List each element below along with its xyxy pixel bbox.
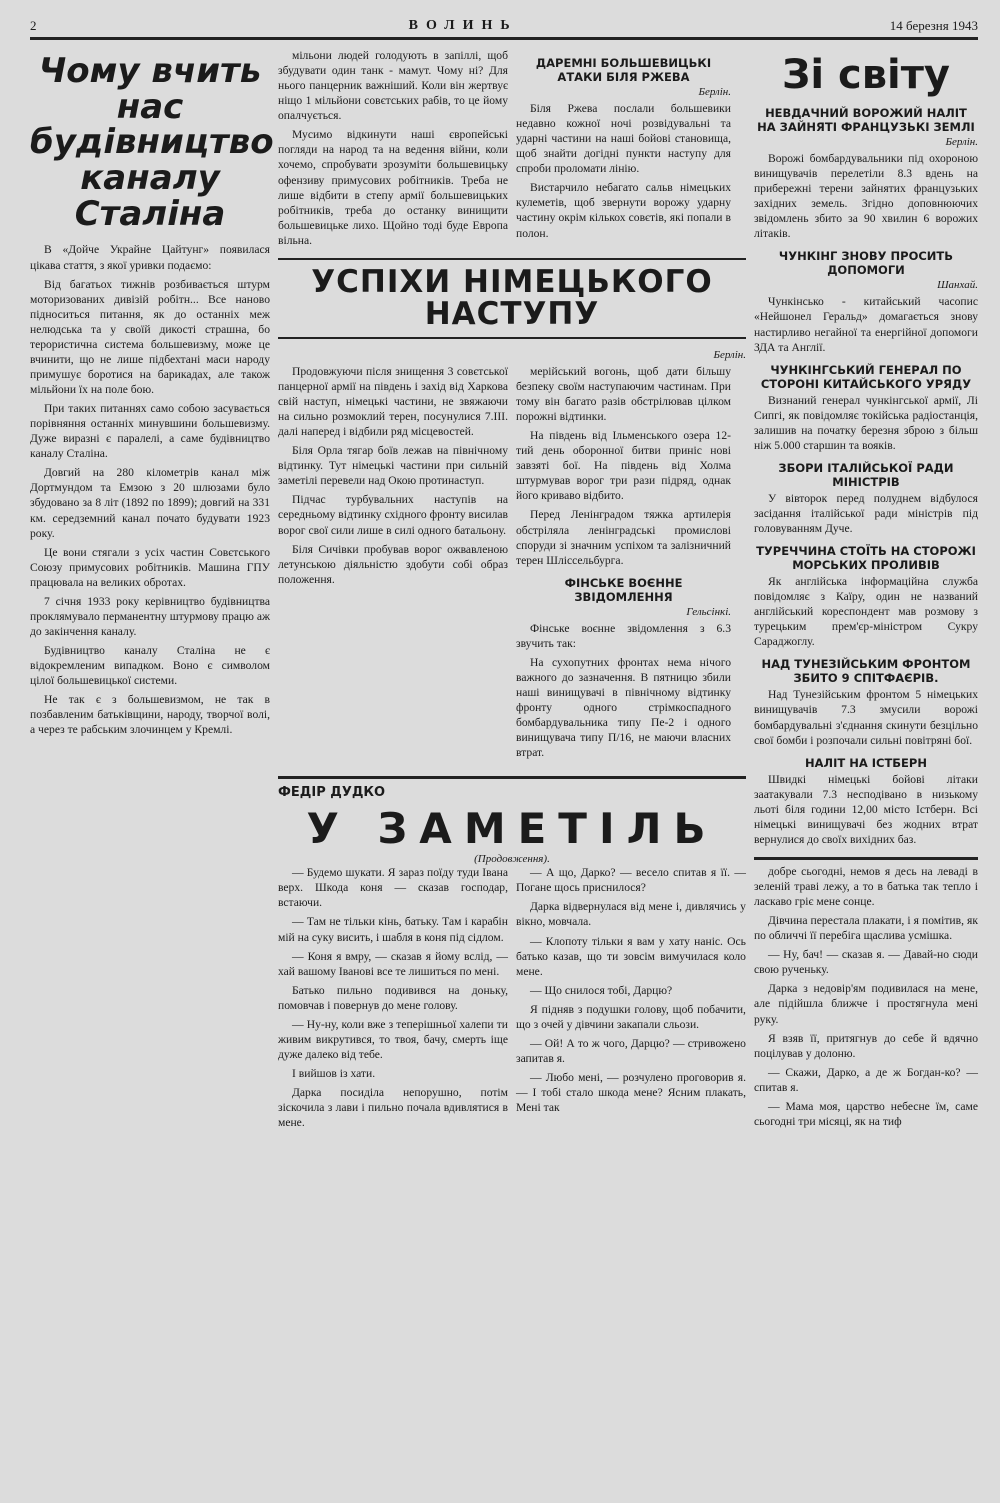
paragraph: Підчас турбувальних наступів на середньому відтинку східного фронту висилав ворог свої сили лише в силі одного батальону. <box>278 493 508 537</box>
issue-date: 14 березня 1943 <box>889 18 978 33</box>
article-offensive-title: УСПІХИ НІМЕЦЬКОГО НАСТУПУ <box>278 258 746 339</box>
article-finnish-title: ФІНСЬКЕ ВОЄННЕ ЗВІДОМЛЕННЯ <box>564 575 683 604</box>
paragraph: Біля Орла тягар боїв лежав на північному відтинку. Тут німецькі частини при сильній заметілі перевели над Окою протинаступ. <box>278 444 508 488</box>
dateline: Гельсінкі. <box>686 605 731 618</box>
paragraph: — Клопоту тільки я вам у хату наніс. Ось батько казав, що ти зовсім вимучилася коло мене. <box>515 934 746 978</box>
article-rzhev <box>516 48 731 252</box>
paragraph: Вистарчило небагато сальв німецьких кулеметів, щоб звернути ворожу ударну частину окрім кількох совєтів, які попали в полон. <box>516 181 731 240</box>
serial-column-2 <box>516 865 746 1134</box>
paragraph: мерійський вогонь, щоб дати більшу безпеку своїм наступаючим частинам. При тому він багато разів обстрілював цілком порожні відтинки. <box>516 364 731 424</box>
paragraph: Як англійська інформаційна служба повідомляє з Каїру, один не названий англійський кореспондент мав розмову з турецьким прем'єр-міністром Сукру Сараджоглу. <box>753 575 978 649</box>
article-rzhev-title: ДАРЕМНІ БОЛЬШЕВИЦЬКІ АТАКИ БІЛЯ РЖЕВА <box>535 56 712 84</box>
paragraph: Продовжуючи після знищення 3 совєтської панцерної армії на південь і захід від Харкова свій наступ, німецькі частини, не звяжаючи на сильно розмоклий терен, посунулися 7.III. далі наперед і відбили ряд місцевостей. <box>278 364 508 439</box>
paragraph: Фінське воєнне звідомлення з 6.3 звучить так: <box>516 621 731 650</box>
paragraph: У вівторок перед полуднем відбулося засідання італійської ради міністрів під головуванням Дуче. <box>753 491 978 535</box>
paragraph: І вийшов із хати. <box>292 1067 376 1081</box>
news-item <box>754 756 978 847</box>
middle-block <box>278 48 746 1348</box>
paragraph: Довгий на 280 кілометрів канал між Дортмундом та Емзою з 20 шлюзами було збудовано за 8 літ (1892 по 1899); довгий на 331 км. середземний канал почато будувати 1923 року. <box>30 466 270 540</box>
dateline: Берлін. <box>698 86 731 98</box>
paragraph: Це вони стягали з усіх частин Совєтського Союзу примусових робітників. Машина ГПУ працювала на великих обротах. <box>30 545 270 589</box>
paragraph: Дарка відвернулася від мене і, дивлячись у вікно, мовчала. <box>515 900 746 929</box>
world-news-title: Зі світу <box>781 52 950 98</box>
paragraph: — Ой! А то ж чого, Дарцю? — стривожено запитав я. <box>515 1036 746 1065</box>
paragraph: Батько пильно подивився на доньку, помовчав і повернув до мене голову. <box>278 983 508 1012</box>
paragraph: — Ну, бач! — сказав я. — Давай-но сюди свою рученьку. <box>753 948 978 977</box>
article-offensive <box>278 364 508 764</box>
paragraph: При таких питаннях само собою засувається порівняння останніх минувшини большевизму. Дуже виразні є паралелі, а саме будівництво каналу Сталіна. <box>30 402 270 461</box>
paragraph: Над Тунезійським фронтом 5 німецьких винищувачів 7.3 змусили ворожі бомбардувальні з'єднання скинути безцільно свої бомби і розпочали сильні повітряні бої. <box>753 688 978 747</box>
news-item <box>754 249 978 354</box>
paragraph: — Коня я вмру, — сказав я йому вслід, — хай вашому Іванові все те лишиться по мені. <box>278 949 508 978</box>
paragraph: В «Дойче Украйне Цайтунг» появилася цікава стаття, з якої уривки подаємо: <box>30 243 270 272</box>
news-item-title: НАЛІТ НА ІСТБЕРН <box>805 755 927 770</box>
paragraph: Ворожі бомбардувальники під охороною винищувачів перелетіли 8.3 вдень на прибережні терени зайнятих французьких західних земель. Згідно доповнюючих звідомлень збито за 90 хвилин 6 ворожих літаків. <box>753 152 978 241</box>
paragraph: Біля Ржева послали большевики недавно кожної ночі розвідувальні та ударні частини на наші бойові становища, щоб знайти догідні пункти наступу для спроби проломати лінію. <box>516 102 731 176</box>
article-stalin-canal-title: Чому вчить нас будівництво каналу Сталіна <box>30 51 274 234</box>
serial-column-1 <box>278 865 508 1134</box>
dateline: Берлін. <box>945 136 978 148</box>
news-item <box>754 363 978 453</box>
paragraph: — Скажи, Дарко, а де ж Богдан-ко? — спитав я. <box>753 1065 978 1094</box>
paragraph: — Будемо шукати. Я зараз поїду туди Івана верх. Шкода коня — сказав господар, встаючи. <box>278 866 508 910</box>
news-item-title: ЧУНКІНГСЬКИЙ ГЕНЕРАЛ ПО СТОРОНІ КИТАЙСЬКОГО УРЯДУ <box>760 362 972 391</box>
paragraph: — Що снилося тобі, Дарцю? <box>529 983 673 997</box>
serial-title: У ЗАМЕТІЛЬ <box>306 804 718 854</box>
paragraph: Мусимо відкинути наші європейські погляди на народ та на ведення війни, коли хочемо, спробувати зрозуміти большевицьку офензиву примусових робітників. Треба не лише відбити в степу армії большевицьких робітників, треба до останку винищити большевицьке лихо. Щойно тоді буде Европа вільна. <box>278 128 508 247</box>
news-item <box>754 544 978 649</box>
paragraph: — Любо мені, — розчулено проговорив я. — І тобі стало шкода мене? Ясним плакать, Мені так <box>515 1071 746 1115</box>
paragraph: Від багатьох тижнів розбивається штурм моторизованих дивізій робітн... Все наново підноситься питання, як до останніх меж нелюдська та у своїй дикості страшна, бо терористична система большевизму, може це вчинити, що не лише підбехтані маси народу примушує боротися на барикадах, але також мільйони їх на поле бою. <box>30 277 270 396</box>
serial-author: ФЕДІР ДУДКО <box>278 785 386 801</box>
running-head <box>30 18 978 40</box>
article-stalin-canal <box>30 48 274 1348</box>
paragraph: добре сьогодні, немов я десь на леваді в зеленій траві лежу, а то в батька так тепло і ласкаво гріє мене сонце. <box>753 864 978 909</box>
paragraph: Дарка з недовір'ям подивилася на мене, але підійшла ближче і простягнула мені руку. <box>753 982 978 1026</box>
paragraph: Дівчина перестала плакати, і я помітив, як по обличчі її перебіга щаслива усмішка. <box>753 914 978 943</box>
paragraph: мільони людей голодують в запіллі, щоб збудувати один танк - мамут. Чому ні? Для нього панцерник важніший. Коли він жертвує ніщо 1 мільйони совєтських рабів, то це йому опалчується. <box>278 49 508 123</box>
news-item <box>754 106 978 241</box>
paragraph: Дарка посиділа непорушно, потім зіскочила з лави і пильно почала вдивлятися в мене. <box>278 1086 508 1130</box>
dateline: Берлін. <box>713 348 746 361</box>
paragraph: Перед Ленінградом тяжка артилерія обстріляла ленінградські промислові споруди зі значним успіхом та залізничний терен Шліссельбурга. <box>516 508 731 567</box>
dateline: Шанхай. <box>937 279 978 292</box>
paragraph: Я взяв її, притягнув до себе й вдячно поцілував у долоню. <box>753 1031 978 1060</box>
paragraph: — Мама моя, царство небесне їм, саме сьогодні три місяці, як на тиф <box>753 1099 978 1128</box>
paragraph: Не так є з большевизмом, не так в позбавленим батьківщини, народу, творчої волі, а через те рабським злочинцем у Кремлі. <box>30 693 270 737</box>
paper-name: ВОЛИНЬ <box>408 18 518 33</box>
paragraph: — Там не тільки кінь, батьку. Там і карабін мій на суку висить, і шабля в коня під сідлом. <box>278 915 508 944</box>
paragraph: На південь від Ільменського озера 12-тий день оборонної битви приніс нові завзяті бої. На південь від Холма штурмував ворог три рази підряд, однак його кривавo відбито. <box>516 429 731 503</box>
paragraph: 7 січня 1933 року керівництво будівництва проклямувало перманентну штурмову працю аж до закінчення каналу. <box>30 594 270 638</box>
world-news <box>754 48 978 1348</box>
news-item-title: ЗБОРИ ІТАЛІЙСЬКОЇ РАДИ МІНІСТРІВ <box>778 460 954 489</box>
paragraph: Чункінсько - китайський часопис «Нейшонел Геральд» домагається знову настирливо негайної та енергійної допомоги ЗДА та Англії. <box>753 295 978 354</box>
news-item <box>754 657 978 747</box>
paragraph: — Ну-ну, коли вже з теперішньої халепи ти живим викрутився, то твоя, бачу, смерть іще дуже далеко від тебе. <box>278 1017 508 1061</box>
paragraph: Біля Сичівки пробував ворог ожвавленою летунською діяльністю здобути собі образ положення. <box>278 542 508 586</box>
serial-continued: (Продовження). <box>474 853 550 866</box>
serial-column-3 <box>754 857 978 1129</box>
paragraph: Визнаний генерал чункінгської армії, Лі Сипгі, як повідомляє токійська радіостанція, залишив на початку березня зброю з більш ніж 5.000 старшин та вояків. <box>753 393 978 452</box>
news-item-title: ЧУНКІНГ ЗНОВУ ПРОСИТЬ ДОПОМОГИ <box>778 249 954 278</box>
paragraph: Я підняв з подушки голову, щоб побачити, що з очей у дівчини закапали сльози. <box>515 1002 746 1031</box>
news-item-title: НАД ТУНЕЗІЙСЬКИМ ФРОНТОМ ЗБИТО 9 СПІТФАЄРІВ. <box>761 657 971 686</box>
paragraph: Швидкі німецькі бойові літаки заатакували 7.3 несподівано в низькому льоті біля години 12,00 місто Істберн. Всі німецькі винищувачі без жодних втрат вернулися до своїх вихідних баз. <box>753 772 978 846</box>
article-offensive-continued <box>516 364 731 764</box>
article-stalin-canal-continued <box>278 48 508 252</box>
serial-story <box>278 776 746 1134</box>
paragraph: Будівництво каналу Сталіна не є відокремленим випадком. Воно є символом цілої большевицької системи. <box>30 644 270 688</box>
news-item-title: НЕВДАЧНИЙ ВОРОЖИЙ НАЛІТ НА ЗАЙНЯТІ ФРАНЦУЗЬКІ ЗЕМЛІ <box>757 106 975 134</box>
news-item <box>754 461 978 536</box>
page-number: 2 <box>30 18 37 33</box>
news-item-title: ТУРЕЧЧИНА СТОЇТЬ НА СТОРОЖІ МОРСЬКИХ ПРОЛИВІВ <box>756 544 976 573</box>
paragraph: На сухопутних фронтах нема нічого важного до зазначення. В пятницю збили наші винищувачі в північному відтинку фронту одного стрімкоспадного бомбардувальника типу Пе-2 і одного винищувача типу П/16, не маючи власних втрат. <box>516 655 731 760</box>
paragraph: — А що, Дарко? — весело спитав я її. — Погане щось приснилося? <box>515 866 746 895</box>
